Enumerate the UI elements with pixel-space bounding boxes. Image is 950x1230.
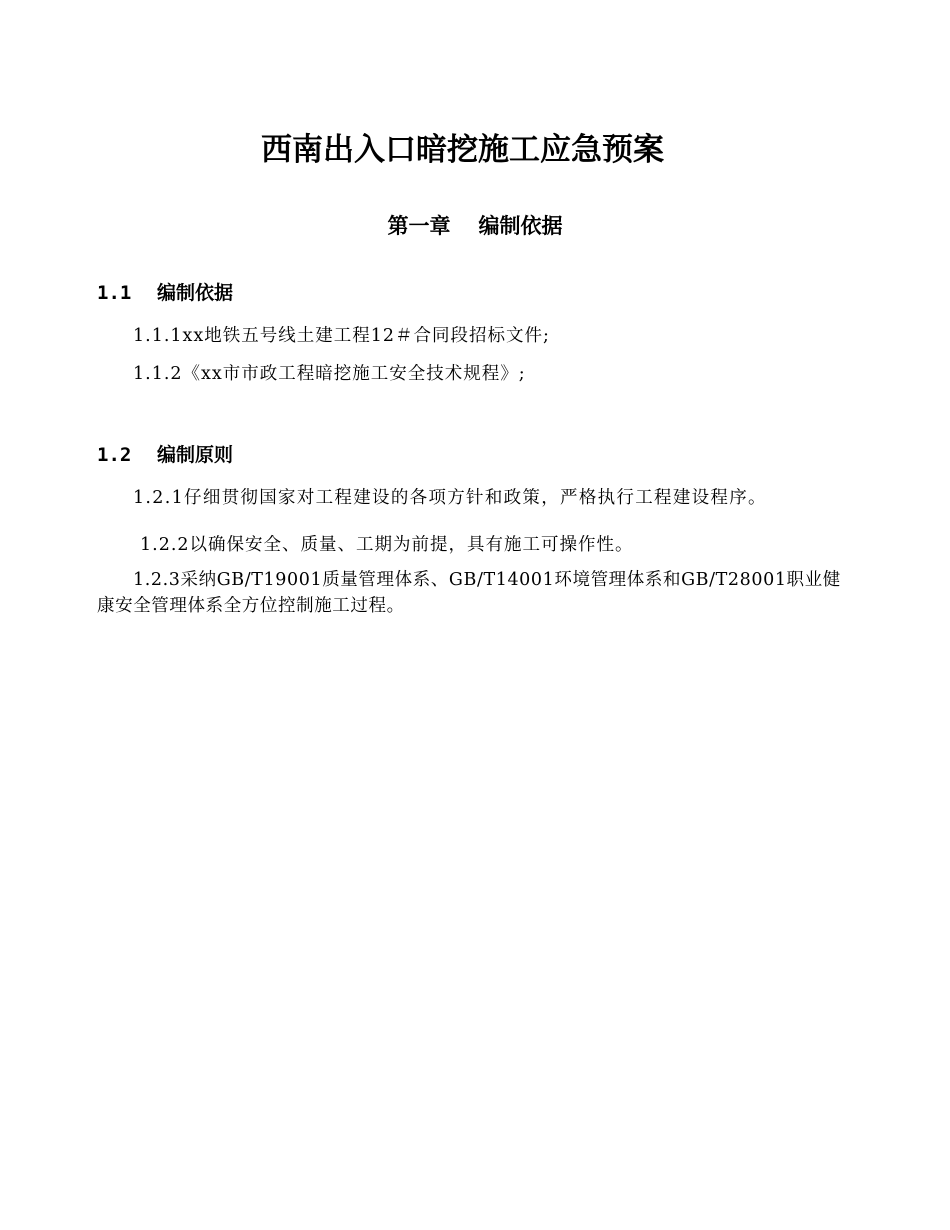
section-heading-1-2 [97, 441, 233, 469]
list-item-1-1-2: 1.1.2《xx市市政工程暗挖施工安全技术规程》; [133, 364, 526, 384]
list-item-1-2-1: 1.2.1仔细贯彻国家对工程建设的各项方针和政策，严格执行工程建设程序。 [133, 488, 767, 508]
list-item-1-2-3: 1.2.3采纳GB/T19001质量管理体系、GB/T14001环境管理体系和GB/T28001职业健康安全管理体系全方位控制施工过程。 [97, 570, 841, 616]
section-heading-1-1 [97, 279, 233, 307]
section-number: 1.1 [97, 282, 132, 304]
list-item-1-2-2: 1.2.2以确保安全、质量、工期为前提，具有施工可操作性。 [140, 535, 634, 555]
chapter-title: 编制依据 [478, 214, 563, 238]
document-title: 西南出入口暗挖施工应急预案 [261, 132, 664, 168]
section-number: 1.2 [97, 444, 132, 466]
chapter-heading [0, 210, 950, 242]
chapter-number: 第一章 [387, 214, 451, 238]
list-item-1-1-1: 1.1.1xx地铁五号线土建工程12＃合同段招标文件; [133, 326, 550, 346]
section-title: 编制依据 [157, 282, 234, 304]
section-title: 编制原则 [157, 444, 234, 466]
